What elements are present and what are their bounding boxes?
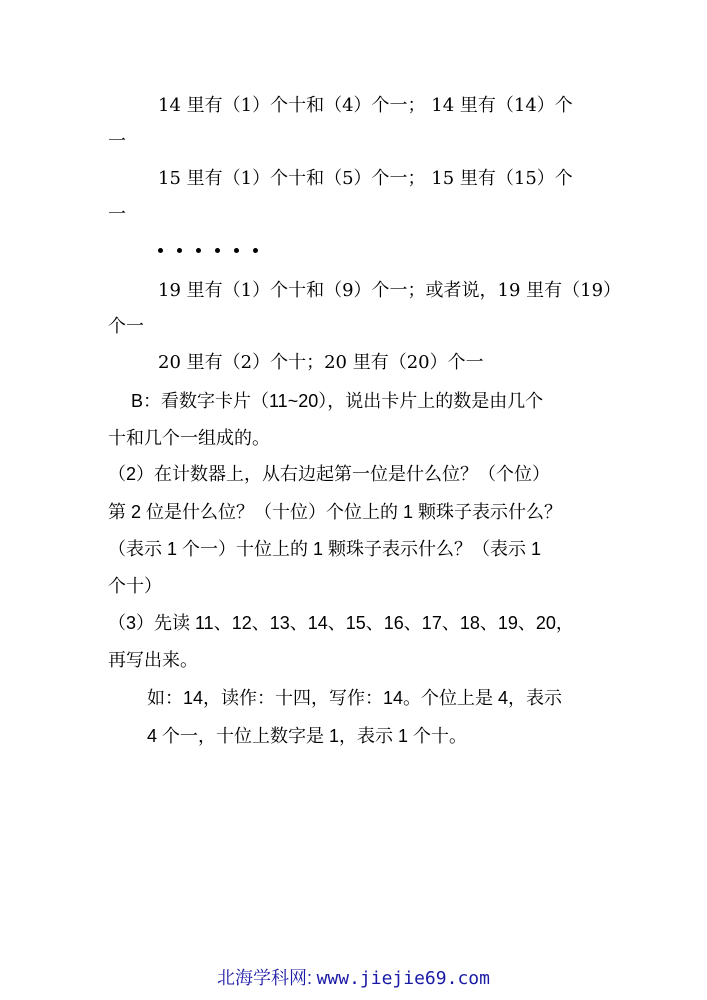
- ellipsis-dots: [158, 240, 272, 258]
- dot-4: [215, 248, 220, 253]
- dot-2: [177, 248, 182, 253]
- dot-6: [253, 248, 258, 253]
- text-line-15-cont: 一: [108, 204, 126, 225]
- text-line-example-cont: 4 个一，十位上数字是 1，表示 1 个十。: [147, 726, 468, 746]
- text-line-b-cont: 十和几个一组成的。: [108, 428, 270, 448]
- footer: [0, 966, 707, 991]
- text-line-q2-3: （表示 1 个一）十位上的 1 颗珠子表示什么？（表示 1: [108, 539, 542, 559]
- text-line-20: 20 里有（2）个十；20 里有（20）个一: [158, 352, 484, 373]
- footer-url[interactable]: www.jiejie69.com: [316, 968, 490, 989]
- text-line-19-cont: 个一: [108, 316, 144, 337]
- text-line-q2: （2）在计数器上，从右边起第一位是什么位？（个位）: [108, 464, 551, 484]
- text-line-19: 19 里有（1）个十和（9）个一；或者说，19 里有（19）: [158, 280, 622, 301]
- text-line-15: 15 里有（1）个十和（5）个一； 15 里有（15）个: [158, 168, 573, 189]
- text-line-b: B：看数字卡片（11~20），说出卡片上的数是由几个: [131, 391, 544, 411]
- text-line-14-cont: 一: [108, 131, 126, 152]
- text-line-q3-cont: 再写出来。: [108, 650, 198, 670]
- text-line-q2-4: 个十）: [108, 576, 162, 596]
- text-line-q2-2: 第 2 位是什么位？（十位）个位上的 1 颗珠子表示什么？: [108, 502, 563, 522]
- dot-5: [234, 248, 239, 253]
- text-line-q3: （3）先读 11、12、13、14、15、16、17、18、19、20，: [108, 613, 574, 633]
- dot-1: [158, 248, 163, 253]
- footer-label: 北海学科网:: [217, 968, 313, 988]
- dot-3: [196, 248, 201, 253]
- text-line-14: 14 里有（1）个十和（4）个一； 14 里有（14）个: [158, 95, 573, 116]
- text-line-example: 如：14，读作：十四，写作：14。个位上是 4，表示: [147, 688, 563, 708]
